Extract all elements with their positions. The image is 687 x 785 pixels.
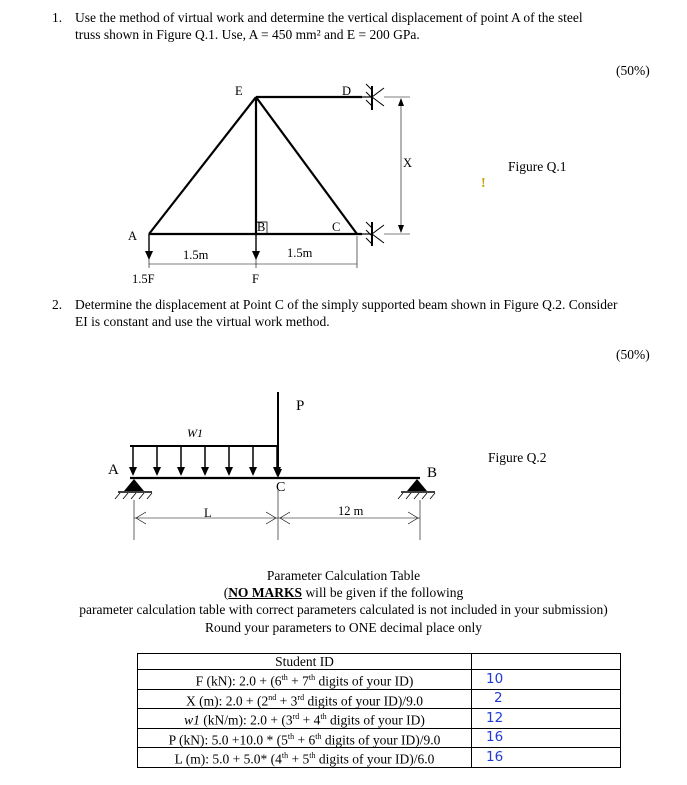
warning-mark: ! — [481, 176, 486, 191]
value-P[interactable]: 16 — [472, 728, 621, 748]
table-header: Student ID — [138, 654, 472, 670]
figure-q2-label: Figure Q.2 — [488, 450, 547, 465]
param-line3: parameter calculation table with correct parameters calculated is not included in your submission) — [79, 602, 608, 617]
joint-D-label: D — [342, 84, 352, 98]
value-L[interactable]: 16 — [472, 748, 621, 768]
dimension-X-label: X — [403, 156, 413, 170]
length-L-label: L — [204, 506, 212, 520]
value-X[interactable]: 2 — [472, 689, 621, 709]
figure-q1-label: Figure Q.1 — [508, 159, 567, 174]
q2-marks: (50%) — [616, 347, 650, 362]
support-A-label: A — [108, 462, 119, 478]
load-P-label: P — [296, 398, 305, 414]
dimension-2-label: 1.5m — [287, 246, 313, 260]
joint-A-label: A — [128, 229, 138, 243]
formula-w1: w1 (kN/m): 2.0 + (3rd + 4th digits of your ID) — [138, 709, 472, 729]
param-title: Parameter Calculation Table — [266, 568, 421, 583]
table-header-row — [138, 654, 621, 670]
value-F[interactable]: 10 — [472, 670, 621, 690]
table-row — [138, 689, 621, 709]
q1-number: 1. — [52, 10, 63, 25]
formula-F: F (kN): 2.0 + (6th + 7th digits of your ID) — [138, 670, 472, 690]
table-row — [138, 748, 621, 768]
parameter-table — [137, 653, 621, 768]
q2-line2: EI is constant and use the virtual work method. — [75, 314, 330, 329]
q2-line1: Determine the displacement at Point C of the simply supported beam shown in Figure Q.2. Consider — [75, 297, 618, 312]
dimension-1-label: 1.5m — [183, 248, 209, 262]
load-F-label: F — [252, 272, 259, 286]
param-warning: (NO MARKS will be given if the following — [223, 585, 464, 600]
span-label: 12 m — [338, 504, 364, 518]
q1-marks: (50%) — [616, 63, 650, 78]
q1-line1: Use the method of virtual work and determine the vertical displacement of point A of the steel — [75, 10, 583, 25]
table-row — [138, 728, 621, 748]
q2-number: 2. — [52, 297, 63, 312]
joint-B-label: B — [257, 220, 266, 234]
table-row — [138, 709, 621, 729]
formula-L: L (m): 5.0 + 5.0* (4th + 5th digits of your ID)/6.0 — [138, 748, 472, 768]
load-1.5F-label: 1.5F — [132, 272, 155, 286]
q1-line2: truss shown in Figure Q.1. Use, A = 450 mm² and E = 200 GPa. — [75, 27, 420, 42]
load-w1-label: W1 — [187, 426, 203, 440]
param-line4: Round your parameters to ONE decimal place only — [204, 620, 483, 635]
value-w1[interactable]: 12 — [472, 709, 621, 729]
joint-E-label: E — [235, 84, 243, 98]
point-C-label: C — [276, 480, 286, 495]
formula-P: P (kN): 5.0 +10.0 * (5th + 6th digits of your ID)/9.0 — [138, 728, 472, 748]
formula-X: X (m): 2.0 + (2nd + 3rd digits of your ID)/9.0 — [138, 689, 472, 709]
table-row — [138, 670, 621, 690]
joint-C-label: C — [332, 220, 341, 234]
support-B-label: B — [427, 465, 438, 481]
